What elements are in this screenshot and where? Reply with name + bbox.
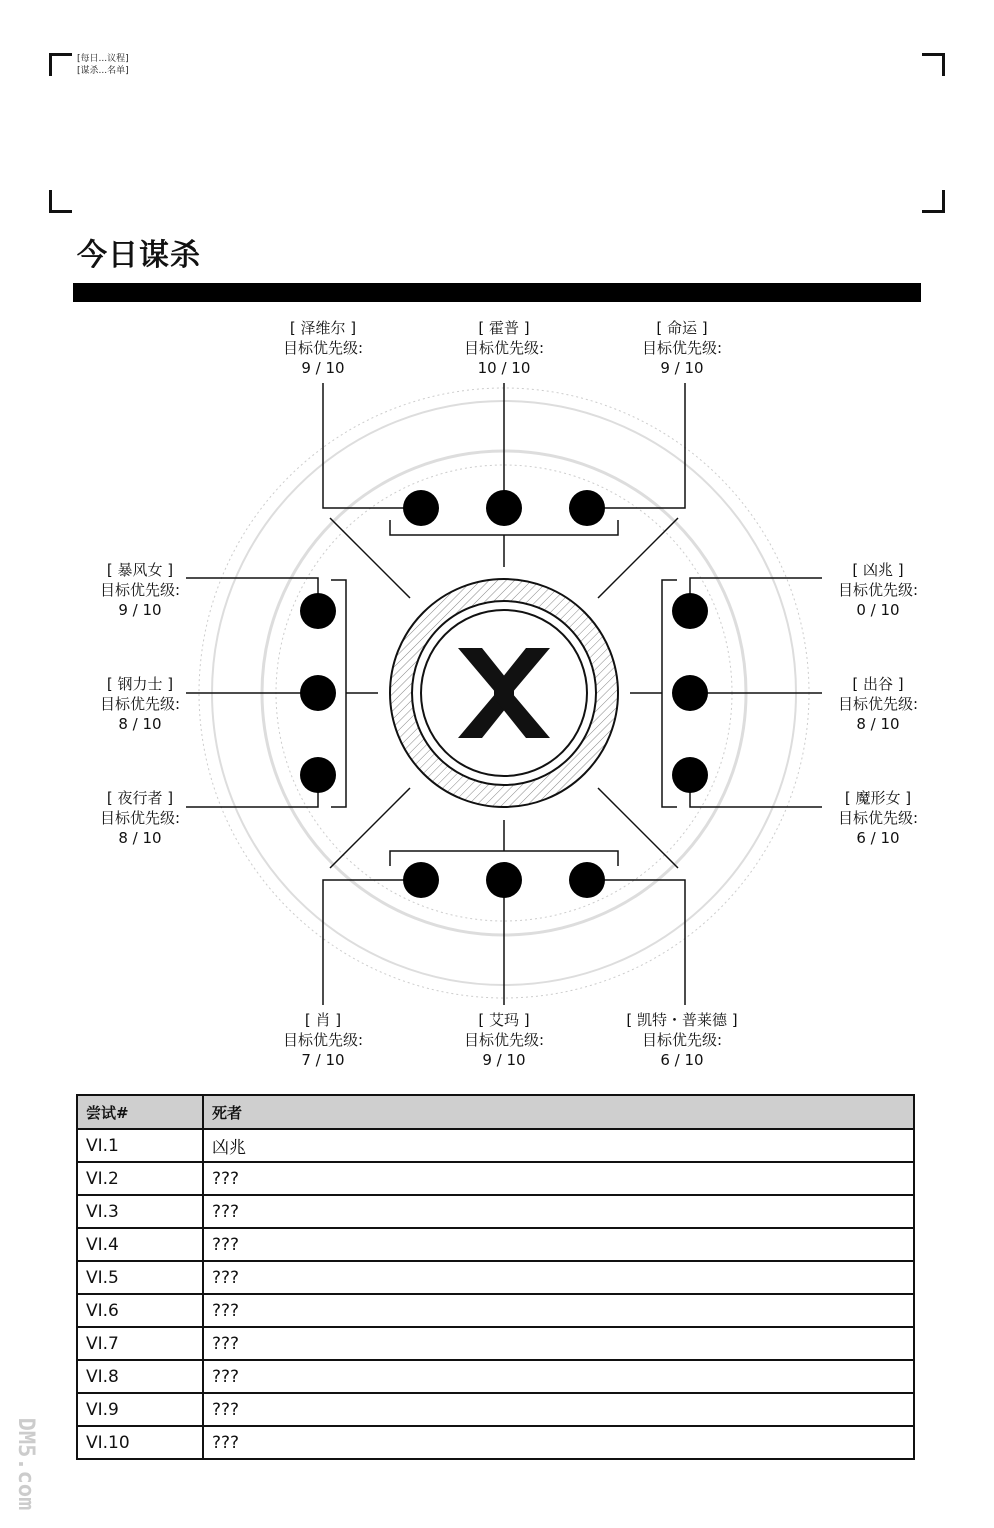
target-label-left-middle xyxy=(50,674,230,734)
target-dot-top-center xyxy=(486,490,522,526)
priority-score: 9 / 10 xyxy=(482,1051,526,1069)
x-logo-icon xyxy=(458,648,550,738)
target-name: [ 命运 ] xyxy=(656,319,708,337)
deceased-cell: ??? xyxy=(203,1393,914,1426)
bottom-group xyxy=(323,820,685,1005)
table-row xyxy=(77,1426,914,1459)
target-dot-top-right xyxy=(569,490,605,526)
corner-mark-bottom-left xyxy=(49,190,72,213)
deceased-cell: ??? xyxy=(203,1360,914,1393)
target-label-top-right xyxy=(592,318,772,378)
header-tag-line2: [谋杀...名单] xyxy=(77,66,129,76)
target-name: [ 肖 ] xyxy=(304,1011,342,1029)
table-header-row xyxy=(77,1095,914,1129)
priority-label: 目标优先级: xyxy=(837,581,919,599)
target-name: [ 暴风女 ] xyxy=(106,561,174,579)
deceased-cell: ??? xyxy=(203,1195,914,1228)
priority-label: 目标优先级: xyxy=(463,1031,545,1049)
table-row xyxy=(77,1393,914,1426)
target-name: [ 钢力士 ] xyxy=(106,675,174,693)
priority-label: 目标优先级: xyxy=(99,581,181,599)
table-row xyxy=(77,1327,914,1360)
target-name: [ 出谷 ] xyxy=(852,675,904,693)
target-dot-bottom-left xyxy=(403,862,439,898)
column-header-deceased: 死者 xyxy=(203,1095,914,1129)
watermark-logo: DM5.com xyxy=(13,1417,39,1511)
target-label-bottom-right xyxy=(592,1010,772,1070)
attempt-cell: VI.8 xyxy=(77,1360,203,1393)
priority-label: 目标优先级: xyxy=(282,339,364,357)
target-name: [ 泽维尔 ] xyxy=(289,319,357,337)
priority-score: 9 / 10 xyxy=(301,359,345,377)
middle-ring xyxy=(262,451,746,935)
target-name: [ 艾玛 ] xyxy=(478,1011,530,1029)
table-row xyxy=(77,1360,914,1393)
target-name: [ 夜行者 ] xyxy=(106,789,174,807)
priority-score: 8 / 10 xyxy=(856,715,900,733)
priority-label: 目标优先级: xyxy=(463,339,545,357)
corner-mark-bottom-right xyxy=(922,190,945,213)
deceased-cell: ??? xyxy=(203,1228,914,1261)
priority-score: 9 / 10 xyxy=(118,601,162,619)
spoke-sw xyxy=(330,788,410,868)
priority-score: 8 / 10 xyxy=(118,715,162,733)
target-label-right-middle xyxy=(788,674,968,734)
table-row xyxy=(77,1129,914,1162)
priority-label: 目标优先级: xyxy=(99,695,181,713)
emblem-outer-ring xyxy=(390,579,618,807)
target-dot-left-top xyxy=(300,593,336,629)
target-dot-bottom-right xyxy=(569,862,605,898)
priority-score: 10 / 10 xyxy=(477,359,531,377)
priority-label: 目标优先级: xyxy=(837,695,919,713)
spoke-nw xyxy=(330,518,410,598)
priority-label: 目标优先级: xyxy=(282,1031,364,1049)
target-name: [ 凯特・普莱德 ] xyxy=(626,1011,738,1029)
target-dot-left-middle xyxy=(300,675,336,711)
target-label-top-left xyxy=(233,318,413,378)
header-tag-line1: [每日...议程] xyxy=(77,54,129,64)
attempts-table xyxy=(76,1094,915,1460)
target-name: [ 魔形女 ] xyxy=(844,789,912,807)
page-title: 今日谋杀 xyxy=(77,238,201,273)
table-row xyxy=(77,1162,914,1195)
target-name: [ 霍普 ] xyxy=(478,319,530,337)
target-dot-right-top xyxy=(672,593,708,629)
priority-label: 目标优先级: xyxy=(641,1031,723,1049)
priority-score: 6 / 10 xyxy=(856,829,900,847)
priority-score: 9 / 10 xyxy=(660,359,704,377)
target-label-left-bottom xyxy=(50,788,230,848)
target-label-bottom-left xyxy=(233,1010,413,1070)
top-group xyxy=(323,383,685,567)
corner-mark-top-right xyxy=(922,53,945,76)
corner-mark-top-left xyxy=(49,53,72,76)
attempt-cell: VI.3 xyxy=(77,1195,203,1228)
target-name: [ 凶兆 ] xyxy=(852,561,904,579)
emblem-inner-ring xyxy=(412,601,596,785)
inner-ring-dotted xyxy=(276,465,732,921)
deceased-cell: ??? xyxy=(203,1162,914,1195)
outer-ring-dotted xyxy=(199,388,809,998)
target-label-left-top xyxy=(50,560,230,620)
target-label-top-center xyxy=(414,318,594,378)
attempt-cell: VI.2 xyxy=(77,1162,203,1195)
spoke-se xyxy=(598,788,678,868)
outer-ring xyxy=(212,401,796,985)
target-dot-right-middle xyxy=(672,675,708,711)
target-label-bottom-center xyxy=(414,1010,594,1070)
priority-label: 目标优先级: xyxy=(99,809,181,827)
title-bar xyxy=(73,283,921,302)
priority-score: 8 / 10 xyxy=(118,829,162,847)
column-header-attempt: 尝试# xyxy=(77,1095,203,1129)
spoke-ne xyxy=(598,518,678,598)
emblem-core xyxy=(421,610,587,776)
attempt-cell: VI.1 xyxy=(77,1129,203,1162)
priority-label: 目标优先级: xyxy=(837,809,919,827)
priority-score: 6 / 10 xyxy=(660,1051,704,1069)
priority-score: 0 / 10 xyxy=(856,601,900,619)
table-row xyxy=(77,1261,914,1294)
attempt-cell: VI.5 xyxy=(77,1261,203,1294)
deceased-cell: ??? xyxy=(203,1327,914,1360)
header-tag xyxy=(77,53,129,77)
target-label-right-bottom xyxy=(788,788,968,848)
table-row xyxy=(77,1228,914,1261)
deceased-cell: ??? xyxy=(203,1426,914,1459)
target-label-right-top xyxy=(788,560,968,620)
attempt-cell: VI.7 xyxy=(77,1327,203,1360)
attempt-cell: VI.9 xyxy=(77,1393,203,1426)
table-row xyxy=(77,1195,914,1228)
priority-label: 目标优先级: xyxy=(641,339,723,357)
deceased-cell: ??? xyxy=(203,1294,914,1327)
table-row xyxy=(77,1294,914,1327)
attempt-cell: VI.10 xyxy=(77,1426,203,1459)
deceased-cell: 凶兆 xyxy=(203,1129,914,1162)
attempt-cell: VI.6 xyxy=(77,1294,203,1327)
attempt-cell: VI.4 xyxy=(77,1228,203,1261)
target-dot-left-bottom xyxy=(300,757,336,793)
target-dot-top-left xyxy=(403,490,439,526)
target-dot-right-bottom xyxy=(672,757,708,793)
deceased-cell: ??? xyxy=(203,1261,914,1294)
priority-score: 7 / 10 xyxy=(301,1051,345,1069)
target-dot-bottom-center xyxy=(486,862,522,898)
